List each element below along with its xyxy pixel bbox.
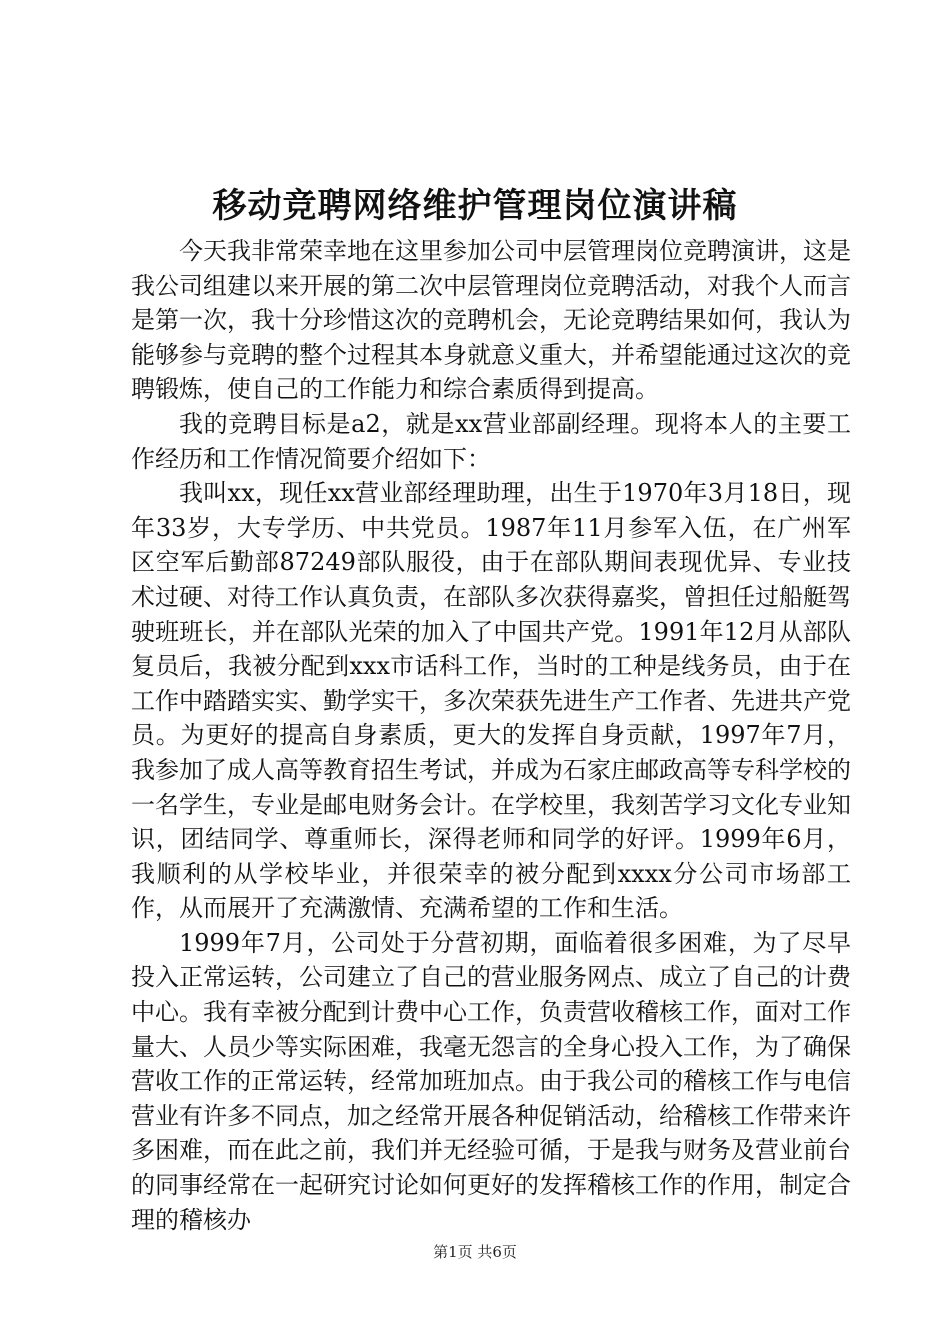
paragraph: 我叫xx，现任xx营业部经理助理，出生于1970年3月18日，现年33岁，大专学历、中共党员。1987年11月参军入伍，在广州军区空军后勤部87249部队服役，由于在部队期间表现优异、专业技术过硬、对待工作认真负责，在部队多次获得嘉奖，曾担任过船艇驾驶班班长，并在部队光荣的加入了中国共产党。1991年12月从部队复员后，我被分配到xxx市话科工作，当时的工种是线务员，由于在工作中踏踏实实、勤学实干，多次荣获先进生产工作者、先进共产党员。为更好的提高自身素质，更大的发挥自身贡献，1997年7月，我参加了成人高等教育招生考试，并成为石家庄邮政高等专科学校的一名学生，专业是邮电财务会计。在学校里，我刻苦学习文化专业知识，团结同学、尊重师长，深得老师和同学的好评。1999年6月，我顺利的从学校毕业，并很荣幸的被分配到xxxx分公司市场部工作，从而展开了充满激情、充满希望的工作和生活。 (131, 479, 851, 923)
page-number: 第1页 共6页 (433, 1243, 517, 1261)
page-footer (0, 1242, 950, 1262)
document-title: 移动竞聘网络维护管理岗位演讲稿 (212, 186, 738, 226)
document-body (131, 234, 851, 1237)
paragraph: 今天我非常荣幸地在这里参加公司中层管理岗位竞聘演讲，这是我公司组建以来开展的第二次中层管理岗位竞聘活动，对我个人而言是第一次，我十分珍惜这次的竞聘机会，无论竞聘结果如何，我认为能够参与竞聘的整个过程其本身就意义重大，并希望能通过这次的竞聘锻炼，使自己的工作能力和综合素质得到提高。 (131, 237, 851, 404)
paragraph: 1999年7月，公司处于分营初期，面临着很多困难，为了尽早投入正常运转，公司建立了自己的营业服务网点、成立了自己的计费中心。我有幸被分配到计费中心工作，负责营收稽核工作，面对工作量大、人员少等实际困难，我毫无怨言的全身心投入工作，为了确保营收工作的正常运转，经常加班加点。由于我公司的稽核工作与电信营业有许多不同点，加之经常开展各种促销活动，给稽核工作带来许多困难，而在此之前，我们并无经验可循，于是我与财务及营业前台的同事经常在一起研究讨论如何更好的发挥稽核工作的作用，制定合理的稽核办 (131, 928, 851, 1234)
paragraph: 我的竞聘目标是a2，就是xx营业部副经理。现将本人的主要工作经历和工作情况简要介绍如下： (131, 409, 851, 473)
